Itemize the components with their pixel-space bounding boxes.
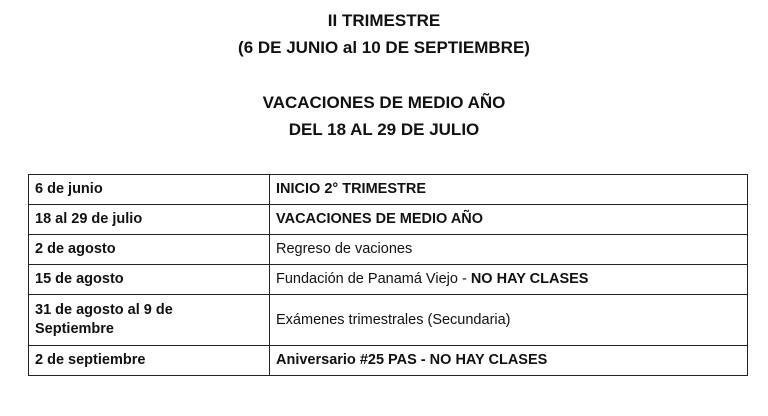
row-date: 15 de agosto xyxy=(29,265,270,295)
row-date: 2 de agosto xyxy=(29,235,270,265)
row-event: INICIO 2° TRIMESTRE xyxy=(270,175,748,205)
no-classes-note: NO HAY CLASES xyxy=(470,271,589,287)
row-event: Aniversario #25 PAS - NO HAY CLASES xyxy=(270,346,748,376)
table-row xyxy=(29,205,748,235)
row-event: VACACIONES DE MEDIO AÑO xyxy=(270,205,748,235)
vacation-date-range: DEL 18 AL 29 DE JULIO xyxy=(288,120,480,139)
schedule-table xyxy=(28,174,748,376)
quarter-date-range: (6 DE JUNIO al 10 DE SEPTIEMBRE) xyxy=(238,38,530,57)
row-date: 6 de junio xyxy=(29,175,270,205)
row-event: Regreso de vaciones xyxy=(270,235,748,265)
table-row xyxy=(29,235,748,265)
row-date xyxy=(29,295,270,346)
row-event xyxy=(270,265,748,295)
table-row xyxy=(29,175,748,205)
vacation-title: VACACIONES DE MEDIO AÑO xyxy=(262,93,506,112)
table-row xyxy=(29,295,748,346)
row-date-line1: 31 de agosto al 9 de xyxy=(35,302,173,318)
row-date: 18 al 29 de julio xyxy=(29,205,270,235)
row-event-text: Fundación de Panamá Viejo - xyxy=(276,271,471,287)
row-date-line2: Septiembre xyxy=(35,321,114,337)
table-row xyxy=(29,265,748,295)
row-date: 2 de septiembre xyxy=(29,346,270,376)
row-event: Exámenes trimestrales (Secundaria) xyxy=(270,295,748,346)
quarter-title: II TRIMESTRE xyxy=(327,11,441,30)
table-row xyxy=(29,346,748,376)
